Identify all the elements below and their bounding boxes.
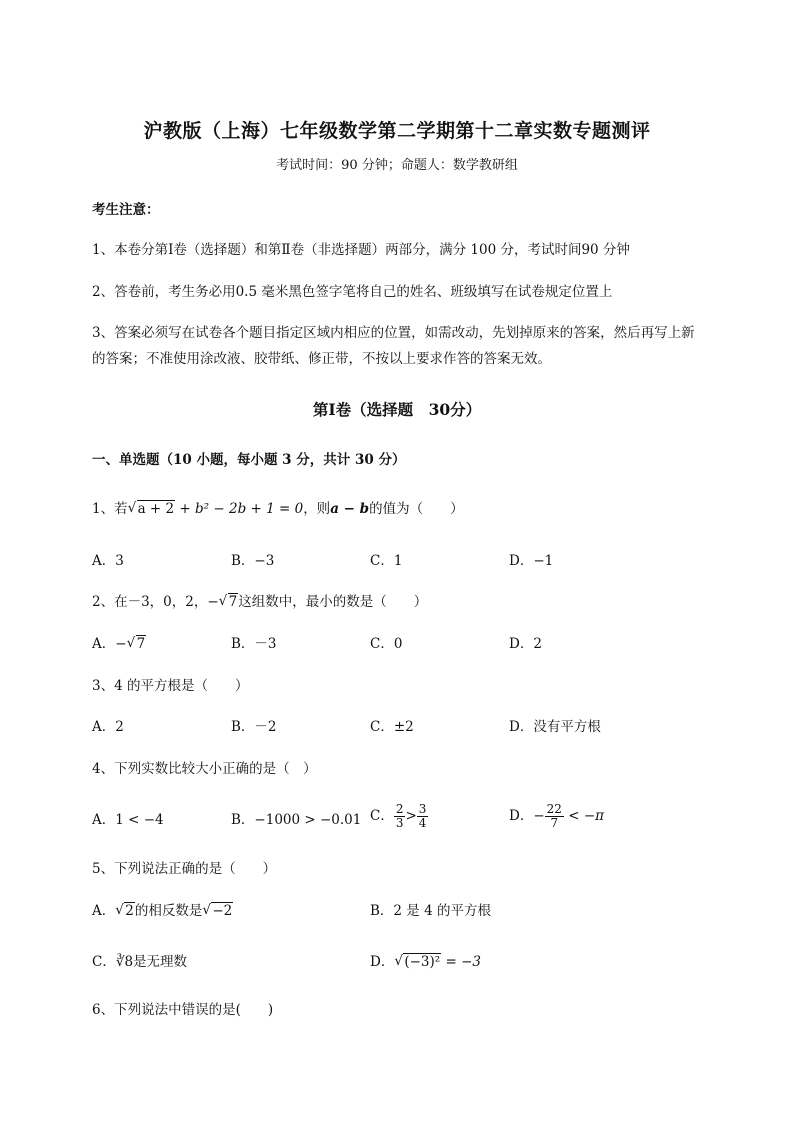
question-4-stem: 4、下列实数比较大小正确的是（ ） bbox=[92, 761, 317, 777]
q2-option-c[interactable]: C．0 bbox=[370, 636, 403, 652]
q1-option-c[interactable]: C．1 bbox=[370, 553, 403, 569]
q2-option-d[interactable]: D．2 bbox=[509, 636, 542, 652]
q3-option-a[interactable]: A．2 bbox=[92, 719, 124, 735]
notice-item-1: 1、本卷分第Ⅰ卷（选择题）和第Ⅱ卷（非选择题）两部分，满分 100 分，考试时间90 分钟 bbox=[92, 242, 630, 258]
exam-info: 考试时间：90 分钟；命题人：数学教研组 bbox=[276, 158, 518, 173]
fraction: $\frac{22}{7}$ bbox=[546, 802, 562, 831]
q4-option-b[interactable]: B．−1000 > −0.01 bbox=[231, 812, 362, 828]
q3-option-c[interactable]: C．±2 bbox=[370, 719, 414, 735]
q5-option-b[interactable]: B．2 是 4 的平方根 bbox=[370, 903, 491, 919]
notice-item-3-cont: 的答案；不准使用涂改液、胶带纸、修正带，不按以上要求作答的答案无效。 bbox=[92, 351, 551, 367]
q5-option-d[interactable]: D．√ (−3)² = −3 bbox=[370, 956, 481, 970]
question-2-stem: 2、在－3，0，2，−√ 7这组数中，最小的数是（ ） bbox=[92, 596, 427, 610]
notice-heading: 考生注意： bbox=[92, 202, 160, 218]
question-1-stem: 1、若√ a + 2 + b² − 2b + 1 = 0，则a − b的值为（ ） bbox=[92, 503, 464, 517]
fraction: $\frac{3}{4}$ bbox=[418, 802, 427, 831]
fraction: $\frac{2}{3}$ bbox=[395, 802, 404, 831]
q1-option-b[interactable]: B．−3 bbox=[231, 553, 275, 569]
q4-option-c[interactable]: C． $\frac{2}{3}$ > $\frac{3}{4}$ bbox=[370, 802, 427, 831]
q1-option-a[interactable]: A．3 bbox=[92, 553, 124, 569]
q1-option-d[interactable]: D．−1 bbox=[509, 553, 554, 569]
q3-option-b[interactable]: B．－2 bbox=[231, 719, 277, 735]
q3-option-d[interactable]: D．没有平方根 bbox=[509, 719, 601, 735]
q4-option-a[interactable]: A．1 < −4 bbox=[92, 812, 164, 828]
part-title: 一、单选题（10 小题，每小题 3 分，共计 30 分） bbox=[92, 452, 406, 468]
question-6-stem: 6、下列说法中错误的是( ) bbox=[92, 1002, 274, 1018]
q2-option-a[interactable]: A．−√ 7 bbox=[92, 638, 146, 652]
q5-option-c[interactable]: C．∛8是无理数 bbox=[92, 954, 188, 970]
page-title: 沪教版（上海）七年级数学第二学期第十二章实数专题测评 bbox=[143, 120, 651, 142]
q2-option-b[interactable]: B．－3 bbox=[231, 636, 277, 652]
notice-item-3: 3、答案必须写在试卷各个题目指定区域内相应的位置，如需改动，先划掉原来的答案，然后再写上新 bbox=[92, 325, 695, 341]
q4-option-d[interactable]: D．− $\frac{22}{7}$ < −π bbox=[509, 802, 604, 831]
question-3-stem: 3、4 的平方根是（ ） bbox=[92, 678, 249, 694]
q5-option-a[interactable]: A．√ 2的相反数是√ −2 bbox=[92, 905, 233, 919]
section-title: 第Ⅰ卷（选择题 30分） bbox=[312, 400, 482, 419]
notice-item-2: 2、答卷前，考生务必用0.5 毫米黑色签字笔将自己的姓名、班级填写在试卷规定位置上 bbox=[92, 284, 613, 300]
question-5-stem: 5、下列说法正确的是（ ） bbox=[92, 861, 277, 877]
